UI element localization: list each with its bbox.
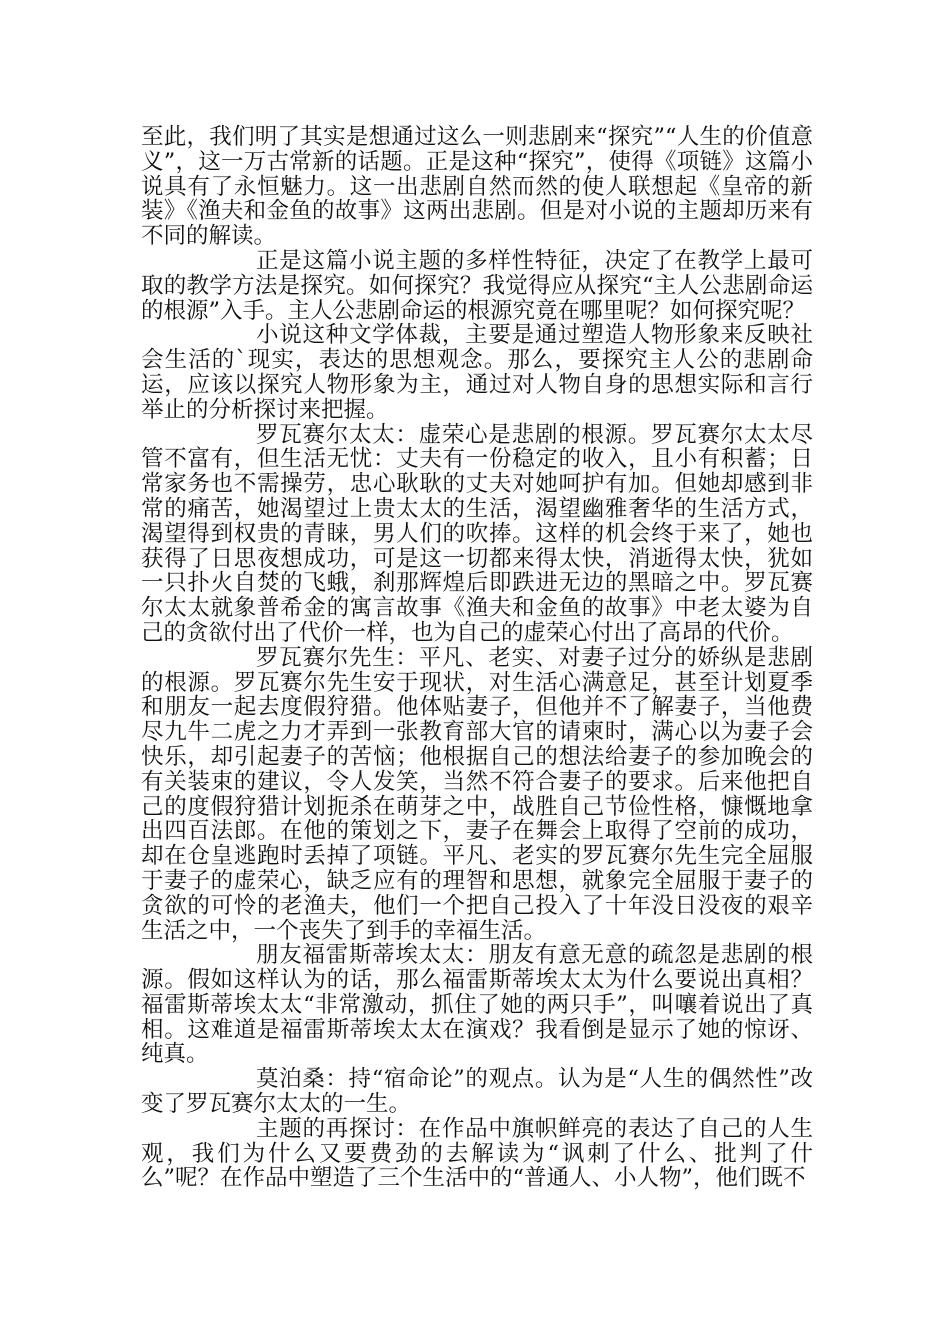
article-body [141, 125, 813, 1191]
paragraph-maupassant: 莫泊桑：持“宿命论”的观点。认为是“人生的偶然性”改变了罗瓦赛尔太太的一生。 [141, 1066, 813, 1118]
paragraph-theme-rediscussion: 主题的再探讨：在作品中旗帜鲜亮的表达了自己的人生观，我们为什么又要费劲的去解读为“讽刺了什么、批判了什么”呢？在作品中塑造了三个生活中的“普通人、小人物”，他们既不 [141, 1115, 813, 1192]
paragraph-teaching-method: 正是这篇小说主题的多样性特征，决定了在教学上最可取的教学方法是探究。如何探究？我觉得应从探究“主人公悲剧命运的根源”入手。主人公悲剧命运的根源究竟在哪里呢？如何探究呢？ [141, 247, 813, 324]
paragraph-conclusion: 至此，我们明了其实是想通过这么一则悲剧来“探究”“人生的价值意义”，这一万古常新的话题。正是这种“探究”，使得《项链》这篇小说具有了永恒魅力。这一出悲剧自然而然的使人联想起《皇帝的新装》《渔夫和金鱼的故事》这两出悲剧。但是对小说的主题却历来有不同的解读。 [141, 124, 813, 250]
paragraph-madame-forestier: 朋友福雷斯蒂埃太太：朋友有意无意的疏忽是悲剧的根源。假如这样认为的话，那么福雷斯蒂埃太太为什么要说出真相？福雷斯蒂埃太太“非常激动，抓住了她的两只手”，叫嚷着说出了真相。这难道是福雷斯蒂埃太太在演戏？我看倒是显示了她的惊讶、纯真。 [141, 942, 813, 1068]
paragraph-monsieur-loisel: 罗瓦赛尔先生：平凡、老实、对妻子过分的娇纵是悲剧的根源。罗瓦赛尔先生安于现状，对生活心满意足，甚至计划夏季和朋友一起去度假狩猎。他体贴妻子，但他并不了解妻子，当他费尽九牛二虎之力才弄到一张教育部大官的请柬时，满心以为妻子会快乐，却引起妻子的苦恼；他根据自己的想法给妻子的参加晚会的有关装束的建议，令人发笑，当然不符合妻子的要求。后来他把自己的度假狩猎计划扼杀在萌芽之中，战胜自己节俭性格，慷慨地拿出四百法郎。在他的策划之下，妻子在舞会上取得了空前的成功，却在仓皇逃跑时丢掉了项链。平凡、老实的罗瓦赛尔先生完全屈服于妻子的虚荣心，缺乏应有的理智和思想，就象完全屈服于妻子的贪欲的可怜的老渔夫，他们一个把自己投入了十年没日没夜的艰辛生活之中，一个丧失了到手的幸福生活。 [141, 644, 813, 944]
paragraph-madame-loisel: 罗瓦赛尔太太：虚荣心是悲剧的根源。罗瓦赛尔太太尽管不富有，但生活无忧：丈夫有一份稳定的收入，且小有积蓄；日常家务也不需操劳，忠心耿耿的丈夫对她呵护有加。但她却感到非常的痛苦，她渴望过上贵太太的生活，渴望幽雅奢华的生活方式，渴望得到权贵的青睐，男人们的吹捧。这样的机会终于来了，她也获得了日思夜想成功，可是这一切都来得太快，消逝得太快，犹如一只扑火自焚的飞蛾，刹那辉煌后即跌进无边的黑暗之中。罗瓦赛尔太太就象普希金的寓言故事《渔夫和金鱼的故事》中老太婆为自己的贪欲付出了代价一样，也为自己的虚荣心付出了高昂的代价。 [141, 421, 813, 646]
paragraph-character-analysis: 小说这种文学体裁，主要是通过塑造人物形象来反映社会生活的`现实，表达的思想观念。那么，要探究主人公的悲剧命运，应该以探究人物形象为主，通过对人物自身的思想实际和言行举止的分析探讨来把握。 [141, 322, 813, 423]
